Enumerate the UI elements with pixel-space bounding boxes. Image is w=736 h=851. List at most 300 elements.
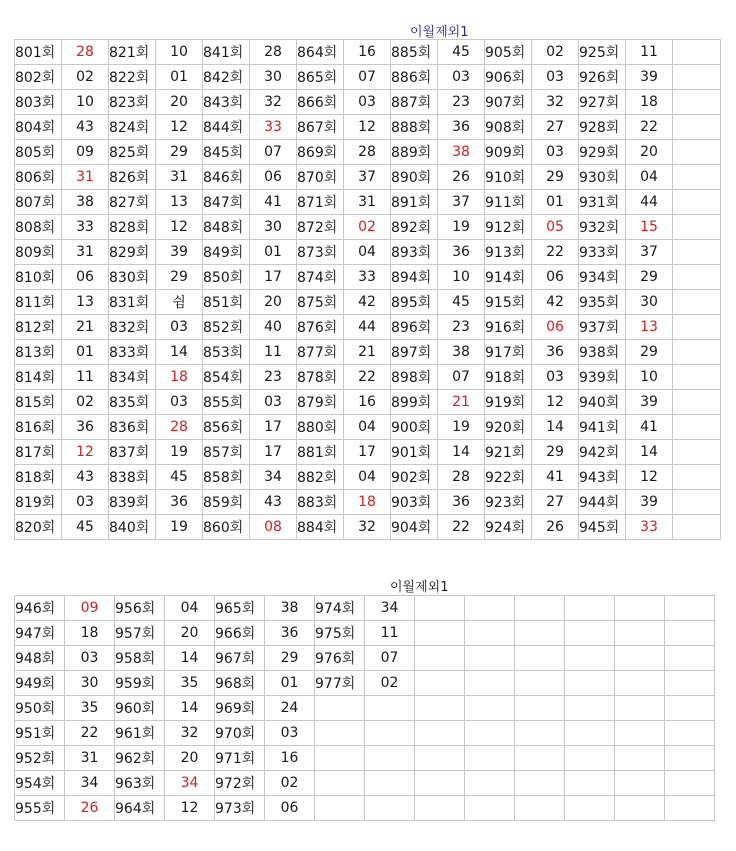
round-cell: 845회 [203,140,250,165]
number-cell: 11 [62,365,109,390]
number-cell: 36 [156,490,203,515]
empty-cell [615,696,665,721]
empty-cell [673,40,721,65]
empty-cell [673,515,721,540]
number-cell: 28 [344,140,391,165]
round-cell: 860회 [203,515,250,540]
table-row [15,771,715,796]
empty-cell [515,771,565,796]
table1-body [15,40,721,540]
number-cell: 06 [532,315,579,340]
empty-cell [565,796,615,821]
number-cell: 03 [62,490,109,515]
round-cell: 921회 [485,440,532,465]
number-cell: 19 [438,415,485,440]
number-cell: 30 [65,671,115,696]
number-cell: 14 [156,340,203,365]
number-cell: 26 [532,515,579,540]
number-cell: 31 [344,190,391,215]
round-cell: 969회 [215,696,265,721]
number-cell: 29 [265,646,315,671]
number-cell: 29 [532,165,579,190]
number-cell: 12 [626,465,673,490]
number-cell: 31 [62,240,109,265]
number-cell: 36 [62,415,109,440]
table-row [15,140,721,165]
round-cell: 963회 [115,771,165,796]
round-cell: 942회 [579,440,626,465]
number-cell: 18 [156,365,203,390]
empty-cell [673,115,721,140]
empty-cell [673,190,721,215]
round-cell: 815회 [15,390,62,415]
round-cell: 924회 [485,515,532,540]
empty-cell [615,721,665,746]
number-cell: 01 [265,671,315,696]
round-cell: 940회 [579,390,626,415]
number-cell: 16 [344,390,391,415]
empty-cell [673,315,721,340]
empty-cell [665,646,715,671]
round-cell: 899회 [391,390,438,415]
number-cell: 12 [62,440,109,465]
round-cell: 837회 [109,440,156,465]
round-cell: 814회 [15,365,62,390]
table-row [15,596,715,621]
empty-cell [365,746,415,771]
number-cell: 12 [344,115,391,140]
round-cell: 849회 [203,240,250,265]
round-cell: 933회 [579,240,626,265]
number-cell: 03 [532,140,579,165]
table-row [15,796,715,821]
number-cell: 12 [156,115,203,140]
number-cell: 36 [438,115,485,140]
number-cell: 17 [250,440,297,465]
empty-cell [465,721,515,746]
number-cell: 01 [532,190,579,215]
round-cell: 850회 [203,265,250,290]
number-cell: 16 [344,40,391,65]
round-cell: 886회 [391,65,438,90]
round-cell: 910회 [485,165,532,190]
empty-cell [515,746,565,771]
empty-cell [565,596,615,621]
round-cell: 882회 [297,465,344,490]
round-cell: 820회 [15,515,62,540]
round-cell: 949회 [15,671,65,696]
number-cell: 28 [250,40,297,65]
number-cell: 11 [250,340,297,365]
number-cell: 29 [532,440,579,465]
round-cell: 935회 [579,290,626,315]
round-cell: 859회 [203,490,250,515]
number-cell: 37 [344,165,391,190]
empty-cell [673,165,721,190]
table-row [15,215,721,240]
number-cell: 21 [62,315,109,340]
round-cell: 929회 [579,140,626,165]
round-cell: 816회 [15,415,62,440]
number-cell: 13 [626,315,673,340]
table-row [15,390,721,415]
empty-cell [565,746,615,771]
table2-body [15,596,715,821]
round-cell: 817회 [15,440,62,465]
number-cell: 07 [250,140,297,165]
empty-cell [315,721,365,746]
round-cell: 957회 [115,621,165,646]
round-cell: 939회 [579,365,626,390]
number-cell: 18 [344,490,391,515]
round-cell: 902회 [391,465,438,490]
number-cell: 43 [62,115,109,140]
round-cell: 872회 [297,215,344,240]
number-cell: 09 [65,596,115,621]
round-cell: 847회 [203,190,250,215]
number-cell: 32 [344,515,391,540]
number-cell: 11 [626,40,673,65]
round-cell: 892회 [391,215,438,240]
number-cell: 04 [165,596,215,621]
round-cell: 818회 [15,465,62,490]
number-cell: 27 [532,490,579,515]
number-cell: 39 [626,490,673,515]
round-cell: 964회 [115,796,165,821]
round-cell: 834회 [109,365,156,390]
round-cell: 831회 [109,290,156,315]
empty-cell [665,671,715,696]
round-cell: 914회 [485,265,532,290]
round-cell: 813회 [15,340,62,365]
round-cell: 830회 [109,265,156,290]
empty-cell [465,696,515,721]
table1-title: 이월제외1 [410,25,469,40]
table-row [15,190,721,215]
number-cell: 42 [344,290,391,315]
empty-cell [673,490,721,515]
round-cell: 941회 [579,415,626,440]
number-cell: 11 [365,621,415,646]
number-cell: 12 [165,796,215,821]
round-cell: 948회 [15,646,65,671]
number-cell: 40 [250,315,297,340]
number-cell: 19 [438,215,485,240]
round-cell: 829회 [109,240,156,265]
empty-cell [515,621,565,646]
round-cell: 938회 [579,340,626,365]
table-row [15,465,721,490]
round-cell: 879회 [297,390,344,415]
number-cell: 02 [265,771,315,796]
round-cell: 871회 [297,190,344,215]
round-cell: 854회 [203,365,250,390]
table2-title: 이월제외1 [390,580,449,595]
empty-cell [673,65,721,90]
empty-cell [673,265,721,290]
number-cell: 29 [156,265,203,290]
number-cell: 06 [250,165,297,190]
number-cell: 44 [626,190,673,215]
round-cell: 970회 [215,721,265,746]
number-cell: 36 [265,621,315,646]
number-cell: 18 [65,621,115,646]
table-row [15,621,715,646]
number-cell: 06 [62,265,109,290]
number-cell: 29 [156,140,203,165]
round-cell: 824회 [109,115,156,140]
round-cell: 885회 [391,40,438,65]
number-cell: 33 [344,265,391,290]
round-cell: 944회 [579,490,626,515]
number-cell: 34 [165,771,215,796]
empty-cell [673,90,721,115]
table-row [15,721,715,746]
number-cell: 03 [532,365,579,390]
round-cell: 950회 [15,696,65,721]
number-cell: 04 [344,465,391,490]
table-row [15,490,721,515]
round-cell: 801회 [15,40,62,65]
round-cell: 832회 [109,315,156,340]
round-cell: 826회 [109,165,156,190]
number-cell: 37 [626,240,673,265]
round-cell: 898회 [391,365,438,390]
round-cell: 900회 [391,415,438,440]
number-cell: 28 [62,40,109,65]
round-cell: 878회 [297,365,344,390]
round-cell: 856회 [203,415,250,440]
number-cell: 31 [62,165,109,190]
empty-cell [565,771,615,796]
round-cell: 894회 [391,265,438,290]
round-cell: 904회 [391,515,438,540]
number-cell: 12 [532,390,579,415]
number-cell: 03 [65,646,115,671]
number-cell: 22 [344,365,391,390]
empty-cell [665,796,715,821]
number-cell: 03 [250,390,297,415]
round-cell: 968회 [215,671,265,696]
round-cell: 874회 [297,265,344,290]
number-cell: 36 [438,240,485,265]
round-cell: 954회 [15,771,65,796]
number-cell: 17 [250,415,297,440]
number-cell: 20 [165,746,215,771]
round-cell: 973회 [215,796,265,821]
round-cell: 875회 [297,290,344,315]
empty-cell [615,746,665,771]
round-cell: 946회 [15,596,65,621]
number-cell: 32 [165,721,215,746]
round-cell: 881회 [297,440,344,465]
number-cell: 38 [62,190,109,215]
round-cell: 926회 [579,65,626,90]
empty-cell [565,646,615,671]
table-row [15,671,715,696]
number-cell: 33 [626,515,673,540]
round-cell: 833회 [109,340,156,365]
round-cell: 891회 [391,190,438,215]
round-cell: 805회 [15,140,62,165]
number-cell: 19 [156,440,203,465]
number-cell: 45 [438,290,485,315]
number-cell: 08 [250,515,297,540]
empty-cell [673,415,721,440]
table1 [14,39,721,540]
number-cell: 45 [156,465,203,490]
number-cell: 14 [165,646,215,671]
number-cell: 07 [344,65,391,90]
round-cell: 956회 [115,596,165,621]
round-cell: 945회 [579,515,626,540]
round-cell: 835회 [109,390,156,415]
round-cell: 840회 [109,515,156,540]
number-cell: 15 [626,215,673,240]
table-row [15,290,721,315]
number-cell: 34 [250,465,297,490]
empty-cell [465,596,515,621]
table-row [15,415,721,440]
table-row [15,65,721,90]
number-cell: 01 [250,240,297,265]
round-cell: 906회 [485,65,532,90]
round-cell: 922회 [485,465,532,490]
number-cell: 17 [344,440,391,465]
number-cell: 38 [438,140,485,165]
number-cell: 29 [626,265,673,290]
number-cell: 04 [344,415,391,440]
round-cell: 897회 [391,340,438,365]
round-cell: 888회 [391,115,438,140]
number-cell: 28 [438,465,485,490]
empty-cell [565,621,615,646]
number-cell: 39 [626,65,673,90]
round-cell: 807회 [15,190,62,215]
empty-cell [315,696,365,721]
number-cell: 18 [626,90,673,115]
number-cell: 01 [156,65,203,90]
round-cell: 842회 [203,65,250,90]
number-cell: 14 [438,440,485,465]
round-cell: 825회 [109,140,156,165]
round-cell: 869회 [297,140,344,165]
number-cell: 14 [532,415,579,440]
empty-cell [565,721,615,746]
number-cell: 03 [265,721,315,746]
empty-cell [665,771,715,796]
table-row [15,90,721,115]
empty-cell [673,140,721,165]
number-cell: 07 [438,365,485,390]
empty-cell [415,721,465,746]
number-cell: 45 [62,515,109,540]
round-cell: 930회 [579,165,626,190]
round-cell: 918회 [485,365,532,390]
round-cell: 827회 [109,190,156,215]
empty-cell [673,340,721,365]
round-cell: 895회 [391,290,438,315]
number-cell: 23 [250,365,297,390]
empty-cell [515,596,565,621]
empty-cell [615,621,665,646]
round-cell: 912회 [485,215,532,240]
round-cell: 971회 [215,746,265,771]
round-cell: 841회 [203,40,250,65]
number-cell: 43 [250,490,297,515]
number-cell: 26 [65,796,115,821]
table-row [15,696,715,721]
empty-cell [415,696,465,721]
round-cell: 821회 [109,40,156,65]
round-cell: 839회 [109,490,156,515]
empty-cell [665,621,715,646]
number-cell: 05 [532,215,579,240]
round-cell: 925회 [579,40,626,65]
round-cell: 855회 [203,390,250,415]
empty-cell [365,796,415,821]
table-row [15,515,721,540]
round-cell: 828회 [109,215,156,240]
empty-cell [415,746,465,771]
round-cell: 915회 [485,290,532,315]
round-cell: 836회 [109,415,156,440]
number-cell: 10 [156,40,203,65]
number-cell: 22 [626,115,673,140]
number-cell: 34 [65,771,115,796]
number-cell: 06 [265,796,315,821]
round-cell: 884회 [297,515,344,540]
round-cell: 858회 [203,465,250,490]
number-cell: 10 [438,265,485,290]
number-cell: 20 [156,90,203,115]
round-cell: 896회 [391,315,438,340]
empty-cell [565,696,615,721]
number-cell: 16 [265,746,315,771]
round-cell: 937회 [579,315,626,340]
round-cell: 977회 [315,671,365,696]
empty-cell [615,671,665,696]
empty-cell [673,365,721,390]
empty-cell [365,771,415,796]
round-cell: 976회 [315,646,365,671]
number-cell: 04 [626,165,673,190]
number-cell: 10 [62,90,109,115]
number-cell: 02 [62,65,109,90]
round-cell: 974회 [315,596,365,621]
empty-cell [415,596,465,621]
empty-cell [673,240,721,265]
number-cell: 13 [156,190,203,215]
empty-cell [665,746,715,771]
round-cell: 864회 [297,40,344,65]
empty-cell [365,721,415,746]
empty-cell [673,290,721,315]
empty-cell [673,390,721,415]
table2 [14,595,715,821]
round-cell: 893회 [391,240,438,265]
empty-cell [315,746,365,771]
round-cell: 852회 [203,315,250,340]
empty-cell [615,796,665,821]
table-row [15,340,721,365]
number-cell: 43 [62,465,109,490]
empty-cell [465,771,515,796]
empty-cell [673,465,721,490]
empty-cell [465,796,515,821]
round-cell: 905회 [485,40,532,65]
number-cell: 36 [532,340,579,365]
